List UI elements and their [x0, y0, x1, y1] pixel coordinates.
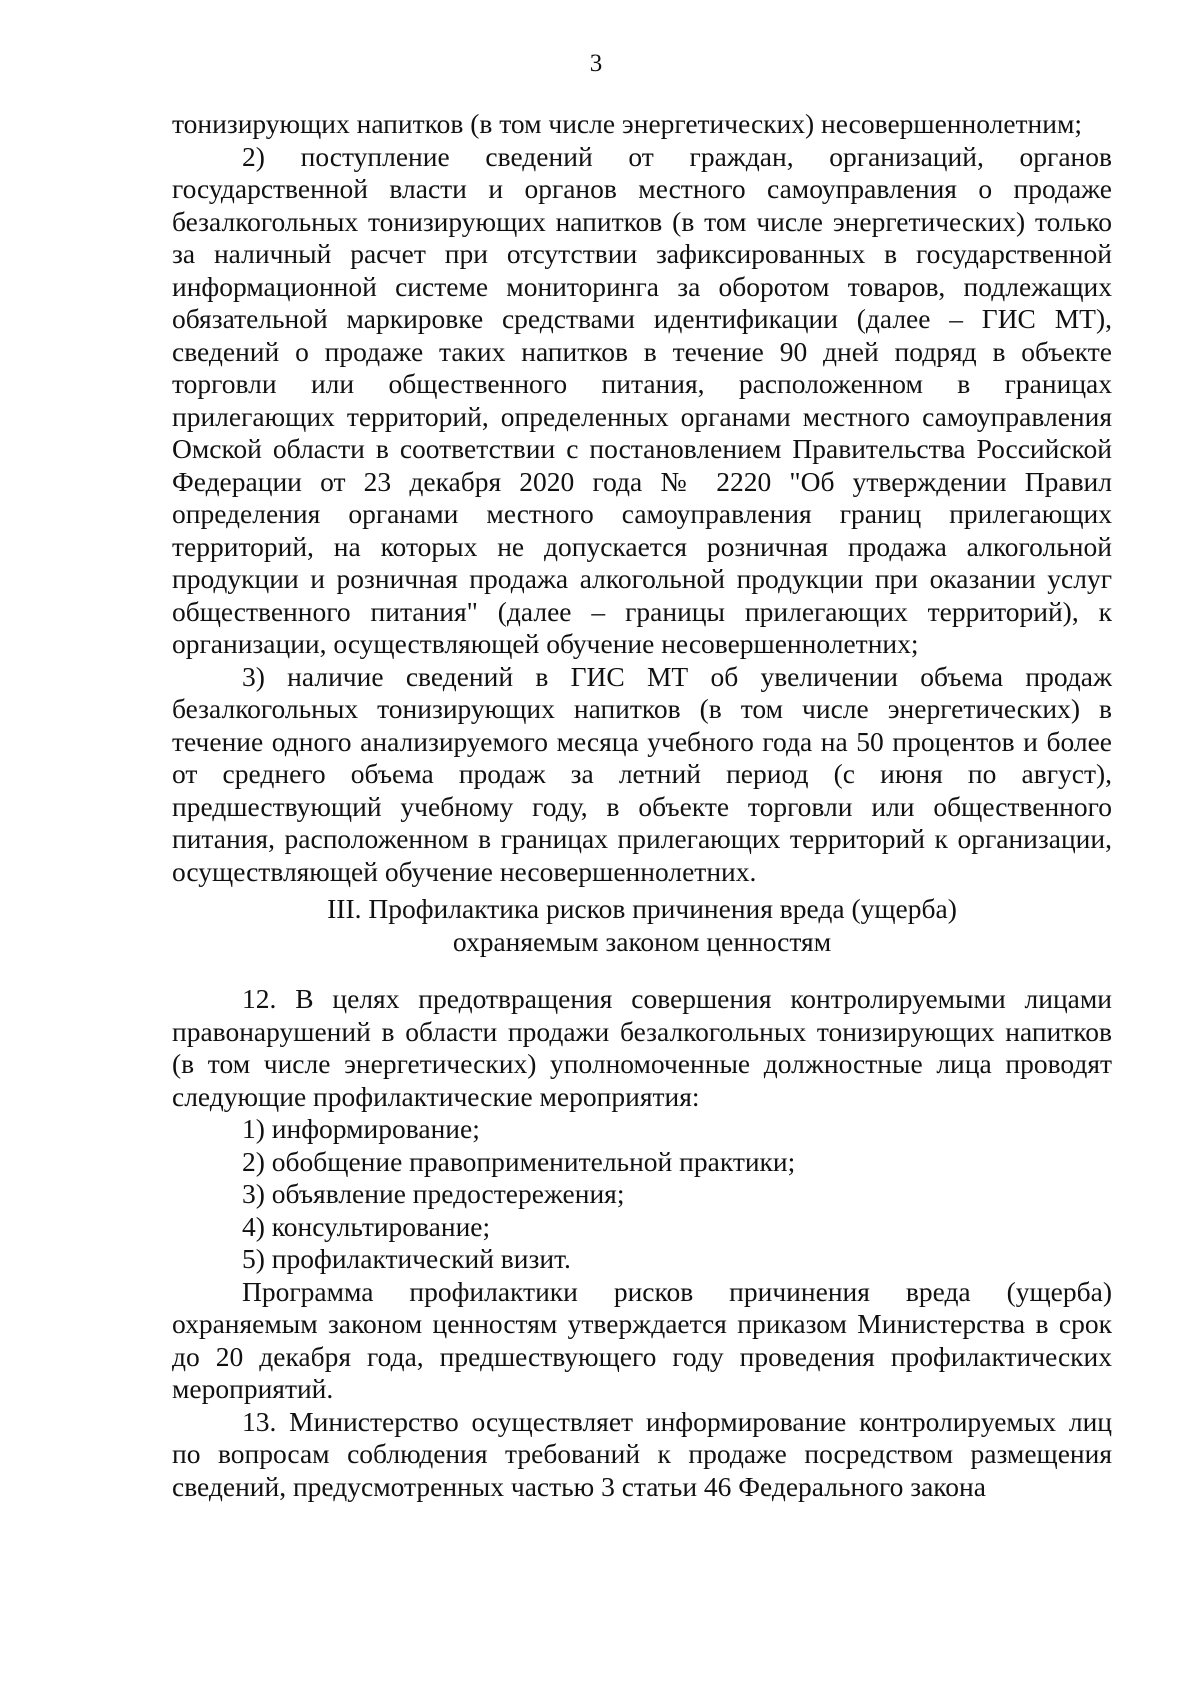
- section-heading: [172, 893, 1112, 958]
- list-item: 5) профилактический визит.: [242, 1243, 571, 1274]
- section-heading-line-2: охраняемым законом ценностям: [452, 925, 832, 957]
- list-item: 2) обобщение правоприменительной практики;: [242, 1145, 796, 1177]
- list-item: 3) объявление предостережения;: [242, 1178, 625, 1209]
- section-heading-line-1: III. Профилактика рисков причинения вреда (ущерба): [327, 893, 957, 924]
- text-block-prevention: [172, 983, 1112, 1503]
- list-item: 1) информирование;: [242, 1113, 480, 1144]
- text-block-criteria: [172, 108, 1112, 888]
- paragraph-item-3: 3) наличие сведений в ГИС МТ об увеличении объема продаж безалкогольных тонизирующих напитков (в том числе энергетических) в течение одного анализируемого месяца учебного года на 50 процентов и более от среднего объема продаж за летний период (с июня по август), предшествующий учебному году, в объекте торговли или общественного питания, расположенном в границах прилегающих территорий к организации, осуществляющей обучение несовершеннолетних.: [172, 660, 1112, 887]
- paragraph-12: 12. В целях предотвращения совершения контролируемыми лицами правонарушений в области продажи безалкогольных тонизирующих напитков (в том числе энергетических) уполномоченные должностные лица проводят следующие профилактические мероприятия:: [172, 983, 1112, 1112]
- paragraph-13: 13. Министерство осуществляет информирование контролируемых лиц по вопросам соблюдения требований к продаже посредством размещения сведений, предусмотренных частью 3 статьи 46 Федерального закона: [172, 1405, 1112, 1502]
- list-item: 4) консультирование;: [242, 1210, 491, 1242]
- paragraph-item-2: 2) поступление сведений от граждан, организаций, органов государственной власти и органов местного самоуправления о продаже безалкогольных тонизирующих напитков (в том числе энергетических) только за наличный расчет при отсутствии зафиксированных в государственной информационной системе мониторинга за оборотом товаров, подлежащих обязательной маркировке средствами идентификации (далее – ГИС МТ), сведений о продаже таких напитков в течение 90 дней подряд в объекте торговли или общественного питания, расположенном в границах прилегающих территорий, определенных органами местного самоуправления Омской области в соответствии с постановлением Правительства Российской Федерации от 23 декабря 2020 года № 2220 "Об утверждении Правил определения органами местного самоуправления границ прилегающих территорий, на которых не допускается розничная продажа алкогольной продукции и розничная продажа алкогольной продукции при оказании услуг общественного питания" (далее – границы прилегающих территорий), к организации, осуществляющей обучение несовершеннолетних;: [172, 140, 1112, 659]
- paragraph-program: Программа профилактики рисков причинения вреда (ущерба) охраняемым законом ценностям утверждается приказом Министерства в срок до 20 декабря года, предшествующего году проведения профилактических мероприятий.: [172, 1275, 1112, 1404]
- paragraph-continuation: тонизирующих напитков (в том числе энергетических) несовершеннолетним;: [172, 108, 1083, 139]
- page-number: 3: [589, 50, 603, 77]
